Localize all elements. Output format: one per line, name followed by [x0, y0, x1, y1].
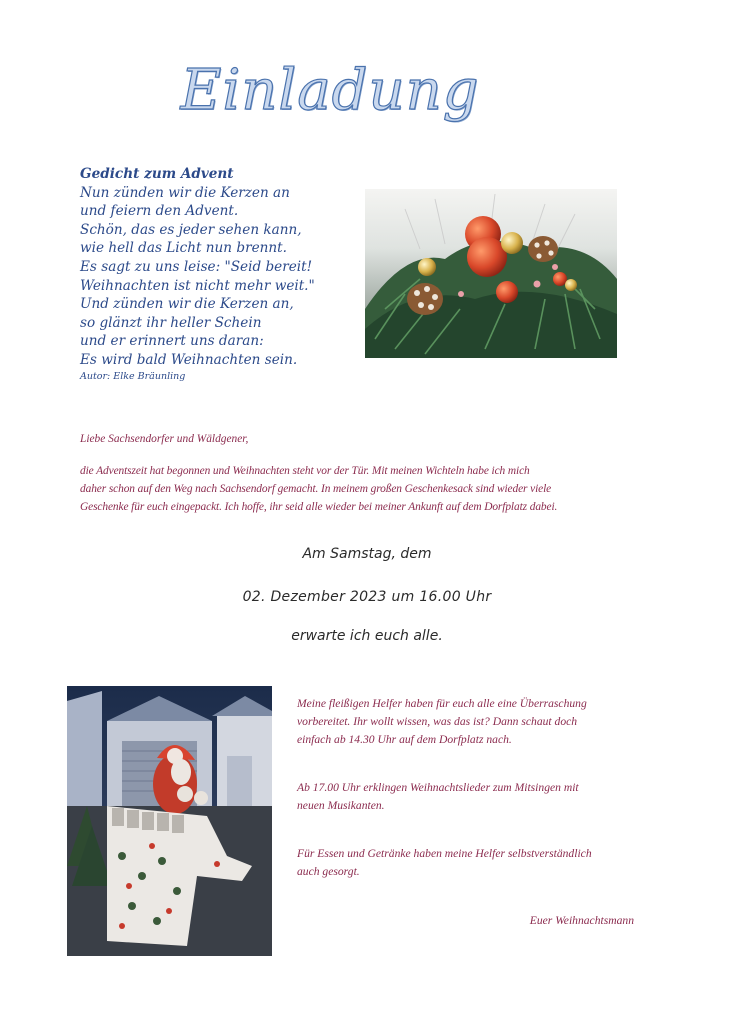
poem-line: Es wird bald Weihnachten sein.: [80, 351, 298, 368]
advent-wreath-photo: [365, 189, 617, 358]
invitation-title: Einladung: [180, 58, 480, 123]
letter-body-line: daher schon auf den Weg nach Sachsendorf gemacht. In meinem großen Geschenkesack sind wieder viele: [80, 483, 552, 495]
poem-author: Autor: Elke Bräunling: [80, 370, 186, 382]
food-line: auch gesorgt.: [297, 865, 360, 878]
songs-paragraph: [297, 779, 637, 815]
event-date-time: 02. Dezember 2023 um 16.00 Uhr: [242, 589, 492, 605]
poem-line: Schön, das es jeder sehen kann,: [80, 221, 302, 238]
poem-line: so glänzt ihr heller Schein: [80, 314, 262, 331]
surprise-line: einfach ab 14.30 Uhr auf dem Dorfplatz nach.: [297, 733, 512, 746]
surprise-line: vorbereitet. Ihr wollt wissen, was das ist? Dann schaut doch: [297, 715, 578, 728]
surprise-paragraph: [297, 695, 637, 749]
poem-line: Es sagt zu uns leise: "Seid bereit!: [80, 258, 313, 275]
letter-body-line: die Adventszeit hat begonnen und Weihnachten steht vor der Tür. Mit meinen Wichteln habe ich mich: [80, 465, 530, 477]
poem-line: und feiern den Advent.: [80, 203, 239, 220]
songs-line: neuen Musikanten.: [297, 799, 385, 812]
letter-body: [80, 462, 660, 516]
food-paragraph: [297, 845, 637, 881]
surprise-line: Meine fleißigen Helfer haben für euch alle eine Überraschung: [297, 697, 587, 710]
advent-poem: [80, 165, 370, 384]
food-line: Für Essen und Getränke haben meine Helfer selbstverständlich: [297, 847, 592, 860]
poem-heading: Gedicht zum Advent: [80, 166, 234, 182]
event-day: Am Samstag, dem: [302, 546, 432, 562]
poem-line: wie hell das Licht nun brennt.: [80, 240, 287, 257]
signature: Euer Weihnachtsmann: [529, 914, 634, 927]
santa-photo: [67, 686, 272, 956]
event-expectation: erwarte ich euch alle.: [291, 628, 443, 644]
poem-line: Weihnachten ist nicht mehr weit.": [80, 277, 315, 294]
letter-greeting: Liebe Sachsendorfer und Wäldgener,: [80, 433, 249, 445]
poem-line: Und zünden wir die Kerzen an,: [80, 296, 294, 313]
letter-body-line: Geschenke für euch eingepackt. Ich hoffe, ihr seid alle wieder bei meiner Ankunft auf dem Dorfplatz dabei.: [80, 501, 558, 513]
poem-line: und er erinnert uns daran:: [80, 333, 264, 350]
songs-line: Ab 17.00 Uhr erklingen Weihnachtslieder zum Mitsingen mit: [297, 781, 579, 794]
poem-line: Nun zünden wir die Kerzen an: [80, 184, 290, 201]
